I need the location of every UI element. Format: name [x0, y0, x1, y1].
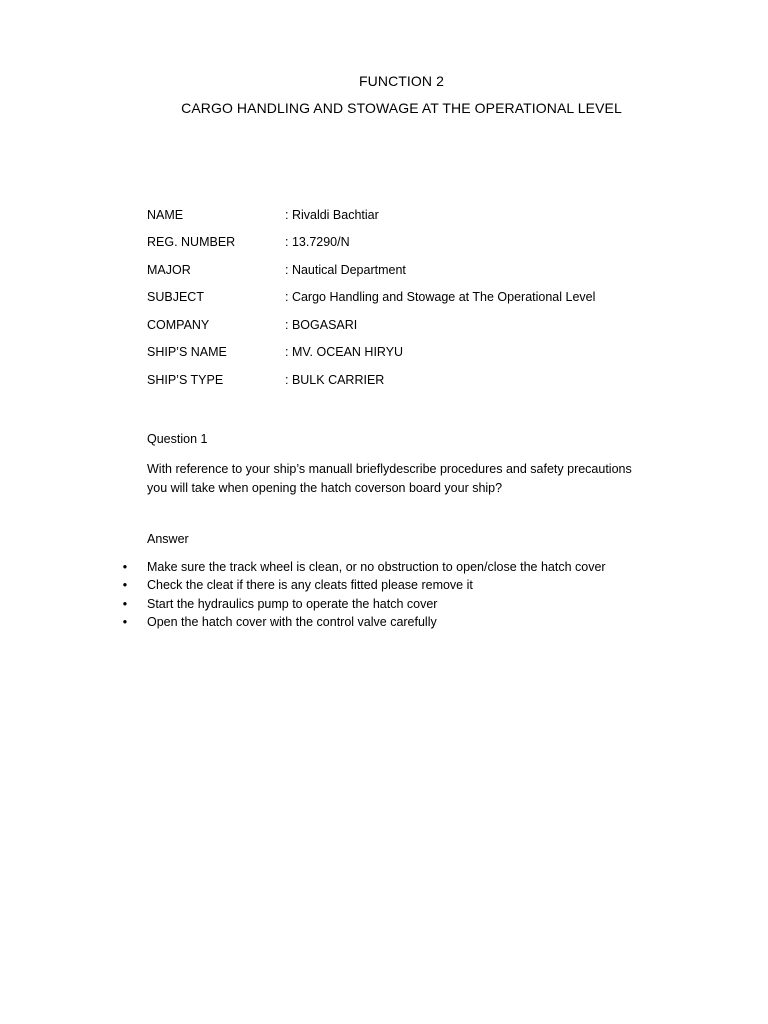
document-subtitle: CARGO HANDLING AND STOWAGE AT THE OPERATIONAL LEVEL: [181, 100, 622, 116]
question-line-1: With reference to your ship’s manuall brieflydescribe procedures and safety precautions: [147, 462, 632, 476]
info-value-ship-type: : BULK CARRIER: [285, 373, 385, 387]
function-title: FUNCTION 2: [359, 73, 444, 89]
info-value-name: : Rivaldi Bachtiar: [285, 208, 379, 222]
info-value-reg-number: : 13.7290/N: [285, 235, 350, 249]
answer-item-text: Check the cleat if there is any cleats fitted please remove it: [147, 578, 473, 593]
info-label-ship-type: SHIP’S TYPE: [147, 373, 224, 387]
info-value-ship-name: : MV. OCEAN HIRYU: [285, 345, 404, 359]
bullet-icon: •: [122, 596, 128, 611]
question-label: Question 1: [147, 432, 208, 446]
bullet-icon: •: [122, 614, 128, 629]
answer-label: Answer: [147, 532, 189, 546]
answer-item-text: Open the hatch cover with the control valve carefully: [147, 614, 437, 629]
info-label-company: COMPANY: [147, 318, 210, 332]
info-value-subject: : Cargo Handling and Stowage at The Operational Level: [285, 290, 596, 304]
info-label-subject: SUBJECT: [147, 290, 204, 304]
info-label-name: NAME: [147, 208, 184, 222]
question-text: [147, 460, 667, 498]
question-line-2: you will take when opening the hatch coverson board your ship?: [147, 481, 503, 495]
info-label-ship-name: SHIP’S NAME: [147, 345, 227, 359]
info-label-reg-number: REG. NUMBER: [147, 235, 236, 249]
info-value-major: : Nautical Department: [285, 263, 406, 277]
info-label-major: MAJOR: [147, 263, 191, 277]
info-value-company: : BOGASARI: [285, 318, 358, 332]
answer-item-text: Make sure the track wheel is clean, or no obstruction to open/close the hatch cover: [147, 560, 606, 574]
answer-item-text: Start the hydraulics pump to operate the hatch cover: [147, 596, 438, 611]
bullet-icon: •: [122, 578, 128, 593]
bullet-icon: •: [122, 560, 128, 574]
